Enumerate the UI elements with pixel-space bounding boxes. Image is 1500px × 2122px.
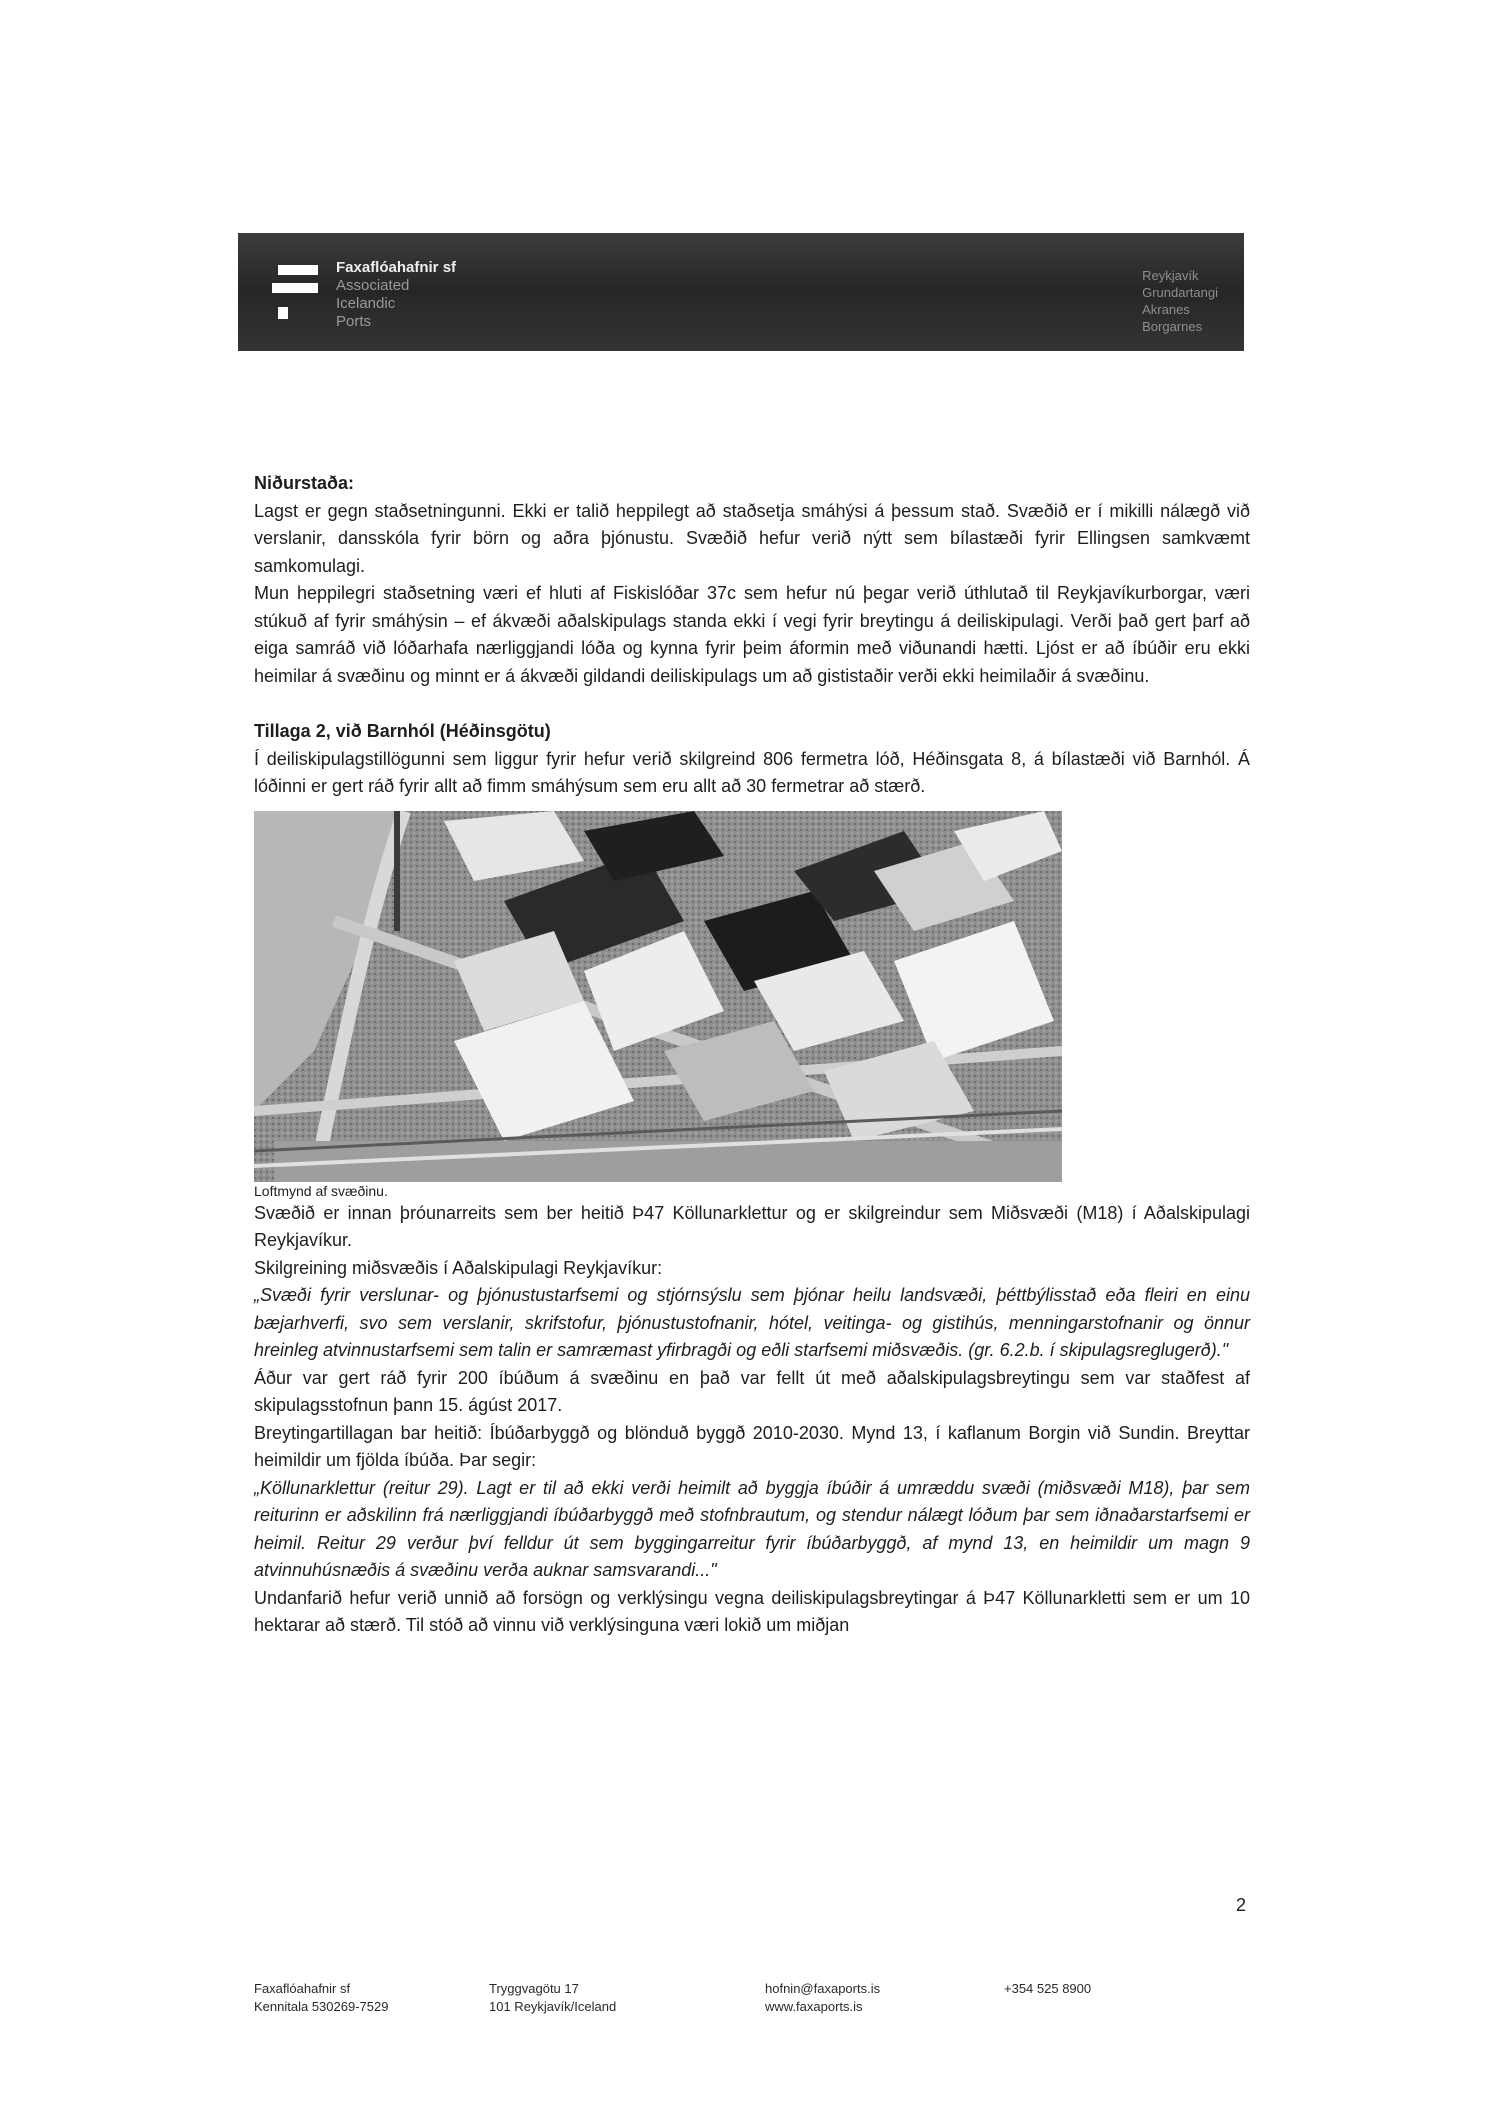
brand-main: Faxaflóahafnir sf (336, 259, 457, 276)
footer-company (254, 1980, 388, 2016)
paragraph: Svæðið er innan þróunarreits sem ber heitið Þ47 Köllunarklettur og er skilgreindur sem Miðsvæði (M18) í Aðalskipulagi Reykjavíkur. (254, 1202, 1250, 1250)
brand-name (336, 259, 456, 331)
heading-nidurstada: Niðurstaða: (254, 473, 355, 493)
paragraph: Lagst er gegn staðsetningunni. Ekki er talið heppilegt að staðsetja smáhýsi á þessum stað. Svæðið er í mikilli nálægð við verslanir, dansskóla fyrir börn og aðra þjónustu. Svæðið hefur verið nýtt sem bílastæði fyrir Ellingsen samkvæmt samkomulagi. (254, 500, 1250, 576)
header-banner (238, 233, 1244, 351)
footer-street: Tryggvagötu 17 (489, 1981, 579, 1996)
paragraph: Skilgreining miðsvæðis í Aðalskipulagi Reykjavíkur: (254, 1257, 663, 1278)
photo-caption: Loftmynd af svæðinu. (254, 1182, 388, 1199)
brand-sub-line: Ports (336, 313, 372, 330)
port-list (1142, 267, 1218, 335)
port-name: Reykjavík (1142, 268, 1199, 283)
port-name: Grundartangi (1142, 285, 1218, 300)
heading-tillaga-2: Tillaga 2, við Barnhól (Héðinsgötu) (254, 721, 551, 741)
page-number: 2 (1236, 1895, 1247, 1915)
port-name: Akranes (1142, 302, 1190, 317)
footer-phone-block (1004, 1980, 1091, 1998)
brand-sub-line: Associated (336, 277, 410, 294)
paragraph: Breytingartillagan bar heitið: Íbúðarbyggð og blönduð byggð 2010-2030. Mynd 13, í kaflanum Borgin við Sundin. Breyttar heimildir um fjölda íbúða. Þar segir: (254, 1422, 1250, 1470)
paragraph: Áður var gert ráð fyrir 200 íbúðum á svæðinu en það var fellt út með aðalskipulagsbreytingu sem var staðfest af skipulagsstofnun þann 15. ágúst 2017. (254, 1367, 1250, 1415)
footer-address (489, 1980, 616, 2016)
footer-email[interactable]: hofnin@faxaports.is (765, 1981, 881, 1996)
footer-phone: +354 525 8900 (1004, 1981, 1092, 1996)
document-body (254, 470, 1250, 1640)
port-name: Borgarnes (1142, 319, 1203, 334)
footer-city: 101 Reykjavík/Iceland (489, 1999, 617, 2014)
paragraph: Undanfarið hefur verið unnið að forsögn og verklýsingu vegna deiliskipulagsbreytingar á Þ47 Köllunarkletti sem er um 10 hektarar að stærð. Til stóð að vinnu við verklýsinguna væri lokið um miðjan (254, 1587, 1250, 1635)
footer-company-name: Faxaflóahafnir sf (254, 1981, 351, 1996)
footer-kennitala: Kennitala 530269-7529 (254, 1999, 389, 2014)
aerial-photo (254, 811, 1062, 1182)
quote: „Köllunarklettur (reitur 29). Lagt er til að ekki verði heimilt að byggja íbúðir á umræddu svæði (miðsvæði M18), þar sem reiturinn er aðskilinn frá nærliggjandi íbúðarbyggð með stofnbrautum, og stendur nálægt lóðum þar sem iðnaðarstarfsemi er heimil. Reitur 29 verður því felldur út sem byggingarreitur fyrir íbúðarbyggð, af mynd 13, en heimildir um magn 9 atvinnuhúsnæðis á svæðinu verða auknar samsvarandi..." (254, 1477, 1250, 1580)
quote: „Svæði fyrir verslunar- og þjónustustarfsemi og stjórnsýslu sem þjónar heilu landsvæði, þéttbýlisstað eða fleiri en einu bæjarhverfi, svo sem verslanir, skrifstofur, þjónustustofnanir, hótel, veitinga- og gistihús, menningarstofnanir og önnur hreinleg atvinnustarfsemi sem talin er samræmast yfirbragði og eðli starfsemi miðsvæðis. (gr. 6.2.b. í skipulagsreglugerð)." (254, 1285, 1250, 1360)
brand-sub-line: Icelandic (336, 295, 396, 312)
faxaports-logo-icon (272, 263, 322, 333)
aerial-photo-image (254, 811, 1062, 1182)
paragraph: Mun heppilegri staðsetning væri ef hluti af Fiskislóðar 37c sem hefur nú þegar verið úthlutað til Reykjavíkurborgar, væri stúkuð af fyrir smáhýsin – ef ákvæði aðalskipulags standa ekki í vegi fyrir breytingu á deiliskipulagi. Verði það gert þarf að eiga samráð við lóðarhafa nærliggjandi lóða og kynna fyrir þeim áformin með viðunandi hætti. Ljóst er að íbúðir eru ekki heimilar á svæðinu og minnt er á ákvæði gildandi deiliskipulags um að gististaðir verði ekki heimilaðir á svæðinu. (254, 583, 1250, 686)
footer-contact (765, 1980, 880, 2016)
footer-web[interactable]: www.faxaports.is (765, 1999, 863, 2014)
paragraph: Í deiliskipulagstillögunni sem liggur fyrir hefur verið skilgreind 806 fermetra lóð, Héðinsgata 8, á bílastæði við Barnhól. Á lóðinni er gert ráð fyrir allt að fimm smáhýsum sem eru allt að 30 fermetrar að stærð. (254, 748, 1250, 796)
